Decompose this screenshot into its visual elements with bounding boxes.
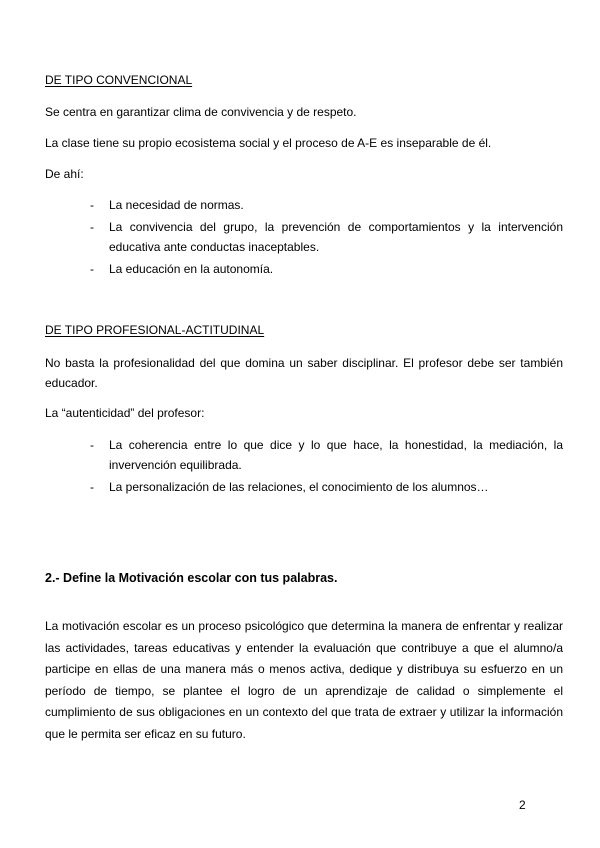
- bullet-marker: -: [90, 438, 94, 452]
- paragraph: Se centra en garantizar clima de convivencia y de respeto.: [45, 105, 357, 119]
- list-item: La necesidad de normas.: [109, 198, 244, 212]
- answer-paragraph: La motivación escolar es un proceso psicológico que determina la manera de enfrentar y realizar las actividades, tareas educativas y entender la evaluación que contribuye a que el alumno/a participe en ellas de una manera más o menos activa, dedique y distribuya su esfuerzo en un período de tiempo, se plantee el logro de un aprendizaje de calidad o simplemente el cumplimiento de sus obligaciones en un contexto del que trata de extraer y utilizar la información que le permita ser eficaz en su futuro.: [45, 619, 563, 741]
- list-item: La personalización de las relaciones, el conocimiento de los alumnos…: [109, 480, 489, 494]
- list-item: La coherencia entre lo que dice y lo que hace, la honestidad, la mediación, la invervención equilibrada.: [109, 438, 563, 472]
- paragraph: No basta la profesionalidad del que domina un saber disciplinar. El profesor debe ser también educador.: [45, 356, 563, 390]
- page-number: 2: [519, 798, 526, 812]
- list-item: La convivencia del grupo, la prevención de comportamientos y la intervención educativa ante conductas inaceptables.: [109, 220, 563, 254]
- paragraph: La clase tiene su propio ecosistema social y el proceso de A-E es inseparable de él.: [45, 136, 492, 150]
- section-heading-profesional: DE TIPO PROFESIONAL-ACTITUDINAL: [45, 323, 265, 337]
- list-item: La educación en la autonomía.: [109, 262, 274, 276]
- question-title: 2.- Define la Motivación escolar con tus palabras.: [45, 571, 338, 585]
- paragraph: De ahí:: [45, 167, 84, 181]
- bullet-marker: -: [90, 480, 94, 494]
- bullet-marker: -: [90, 262, 94, 276]
- section-heading-convencional: DE TIPO CONVENCIONAL: [45, 73, 193, 87]
- paragraph: La “autenticidad” del profesor:: [45, 406, 205, 420]
- bullet-marker: -: [90, 198, 94, 212]
- bullet-marker: -: [90, 220, 94, 234]
